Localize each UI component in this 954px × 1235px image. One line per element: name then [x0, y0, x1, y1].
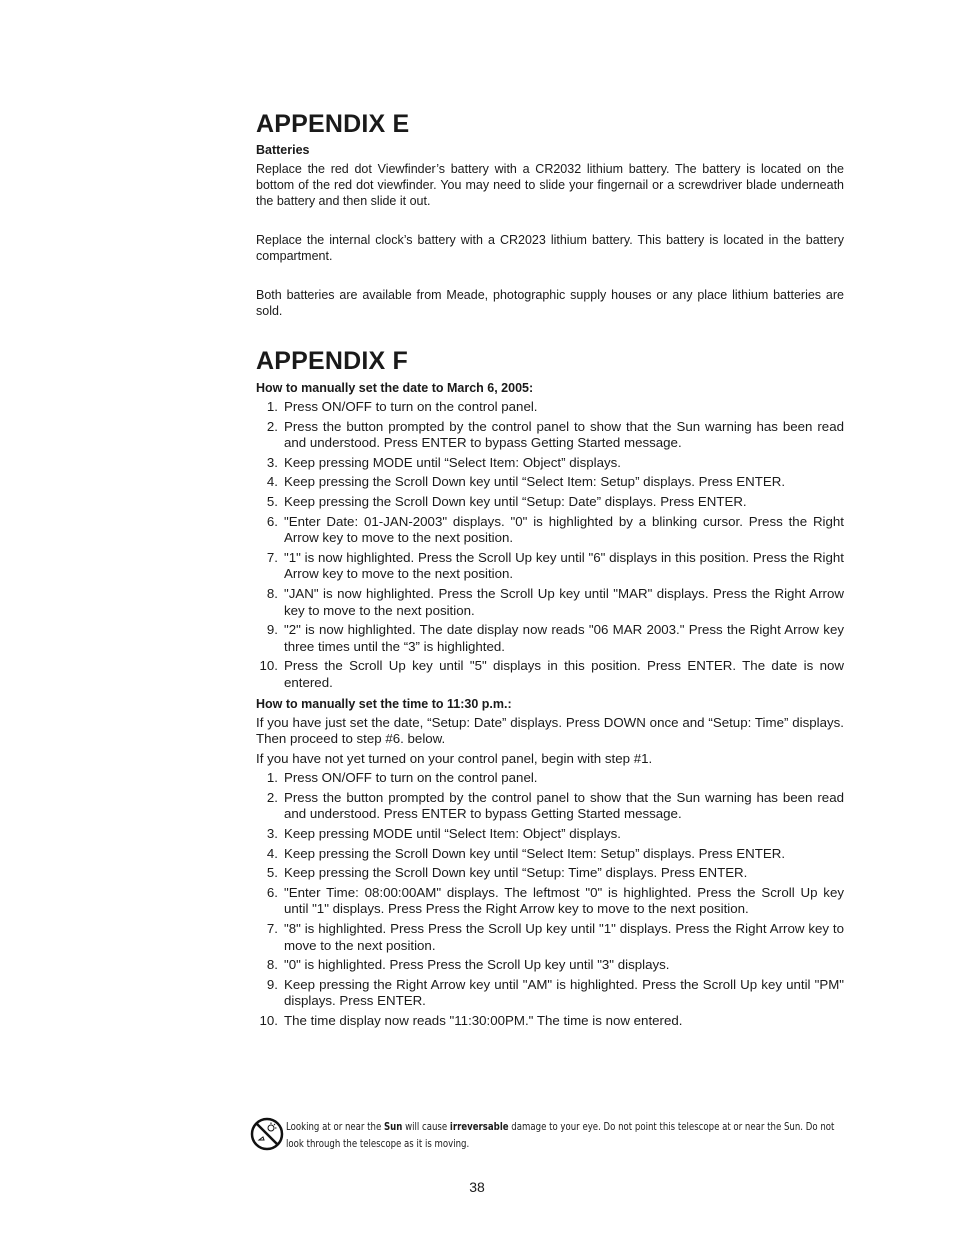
list-item: [256, 921, 844, 954]
step-number: 1.: [266, 399, 278, 414]
step-text: Press the button prompted by the control panel to show that the Sun warning has been read and understood. Press ENTER to bypass Getting Started message.: [284, 789, 844, 822]
list-item: [256, 622, 844, 655]
step-text: Press the button prompted by the control panel to show that the Sun warning has been read and understood. Press ENTER to bypass Getting Started message.: [284, 418, 844, 451]
step-text: "1" is now highlighted. Press the Scroll Up key until "6" displays in this position. Press the Right Arrow key to move to the next position.: [284, 549, 844, 582]
step-text: "8" is highlighted. Press Press the Scroll Up key until "1" displays. Press the Right Arrow key to move to the next position.: [284, 921, 844, 953]
time-intro-2: If you have not yet turned on your control panel, begin with step #1.: [256, 750, 653, 766]
date-steps-list: [256, 399, 844, 692]
step-number: 3.: [266, 826, 278, 842]
step-number: 2.: [266, 418, 278, 434]
list-item: [256, 658, 844, 691]
list-item: [256, 474, 844, 491]
time-intro-1: If you have just set the date, “Setup: Date” displays. Press DOWN once and “Setup: Time” displays. Then proceed to step #6. below.: [256, 714, 844, 747]
list-item: [256, 846, 844, 863]
battery-paragraph-3: Both batteries are available from Meade, photographic supply houses or any place lithium batteries are sold.: [256, 288, 844, 318]
list-item: [256, 419, 844, 452]
step-text: Keep pressing the Right Arrow key until "AM" is highlighted. Press the Scroll Up key until "PM" displays. Press ENTER.: [284, 976, 844, 1009]
list-item: [256, 885, 844, 918]
list-item: [256, 399, 844, 416]
battery-paragraph-1: Replace the red dot Viewfinder’s battery with a CR2032 lithium battery. The battery is located on the bottom of the red dot viewfinder. You may need to slide your fingernail or a screwdriver blade underneath the battery and then slide it out.: [256, 162, 844, 208]
step-number: 7.: [266, 549, 278, 565]
step-number: 10.: [259, 1013, 278, 1028]
list-item: [256, 494, 844, 511]
list-item: [256, 514, 844, 547]
list-item: [256, 957, 844, 974]
step-text: Press ON/OFF to turn on the control panel.: [284, 399, 538, 414]
step-number: 10.: [259, 658, 278, 674]
step-number: 4.: [266, 845, 278, 861]
step-number: 5.: [266, 865, 278, 881]
step-text: "Enter Time: 08:00:00AM" displays. The leftmost "0" is highlighted. Press the Scroll Up key until "1" displays. Press Press the Right Arrow key to move to the next position.: [284, 884, 844, 917]
step-number: 5.: [266, 493, 278, 509]
step-number: 1.: [266, 770, 278, 786]
step-text: "JAN" is now highlighted. Press the Scroll Up key until "MAR" displays. Press the Right Arrow key to move to the next position.: [284, 585, 844, 618]
page-content: [256, 108, 844, 1033]
step-number: 9.: [266, 976, 278, 992]
step-text: Keep pressing the Scroll Down key until “Select Item: Setup” displays. Press ENTER.: [284, 845, 786, 861]
time-steps-list: [256, 770, 844, 1029]
sun-warning: [250, 1116, 850, 1156]
no-sun-viewing-icon: [250, 1116, 284, 1152]
step-text: Keep pressing MODE until “Select Item: Object” displays.: [284, 454, 621, 470]
step-number: 6.: [266, 884, 278, 900]
page-number: 38: [469, 1179, 485, 1195]
step-text: "0" is highlighted. Press Press the Scroll Up key until "3" displays.: [284, 957, 670, 973]
step-number: 9.: [266, 622, 278, 638]
step-number: 7.: [266, 921, 278, 937]
step-number: 8.: [266, 957, 278, 973]
list-item: [256, 455, 844, 472]
step-text: Keep pressing MODE until “Select Item: Object” displays.: [284, 826, 621, 842]
appendix-e-section: [256, 108, 844, 319]
step-number: 6.: [266, 513, 278, 529]
list-item: [256, 826, 844, 843]
list-item: [256, 790, 844, 823]
step-text: "2" is now highlighted. The date display now reads "06 MAR 2003." Press the Right Arrow key three times until the “3” is highlighted.: [284, 622, 844, 654]
list-item: [256, 1013, 844, 1030]
step-text: Press the Scroll Up key until "5" displays in this position. Press ENTER. The date is now entered.: [284, 658, 844, 690]
step-number: 2.: [266, 789, 278, 805]
step-text: Keep pressing the Scroll Down key until “Setup: Time” displays. Press ENTER.: [284, 865, 748, 881]
step-text: "Enter Date: 01-JAN-2003" displays. "0" is highlighted by a blinking cursor. Press the Right Arrow key to move to the next position.: [284, 513, 844, 546]
step-number: 8.: [266, 585, 278, 601]
appendix-f-section: [256, 345, 844, 1030]
step-text: Keep pressing the Scroll Down key until “Select Item: Setup” displays. Press ENTER.: [284, 474, 786, 490]
list-item: [256, 770, 844, 787]
date-heading: How to manually set the date to March 6, 2005:: [256, 381, 534, 395]
list-item: [256, 977, 844, 1010]
step-text: Press ON/OFF to turn on the control panel.: [284, 770, 538, 786]
step-number: 3.: [266, 454, 278, 470]
list-item: [256, 586, 844, 619]
batteries-heading: Batteries: [256, 143, 310, 157]
step-text: Keep pressing the Scroll Down key until “Setup: Date” displays. Press ENTER.: [284, 493, 747, 509]
battery-paragraph-2: Replace the internal clock’s battery with a CR2023 lithium battery. This battery is located in the battery compartment.: [256, 233, 844, 263]
warning-text: Looking at or near the Sun will cause irreversable damage to your eye. Do not point this telescope at or near the Sun. Do not look through the telescope as it is moving.: [286, 1120, 835, 1150]
appendix-e-title: APPENDIX E: [256, 110, 410, 138]
list-item: [256, 550, 844, 583]
step-number: 4.: [266, 474, 278, 490]
time-heading: How to manually set the time to 11:30 p.m.:: [256, 696, 512, 711]
step-text: The time display now reads "11:30:00PM." The time is now entered.: [284, 1013, 683, 1028]
list-item: [256, 865, 844, 882]
appendix-f-title: APPENDIX F: [256, 347, 409, 375]
